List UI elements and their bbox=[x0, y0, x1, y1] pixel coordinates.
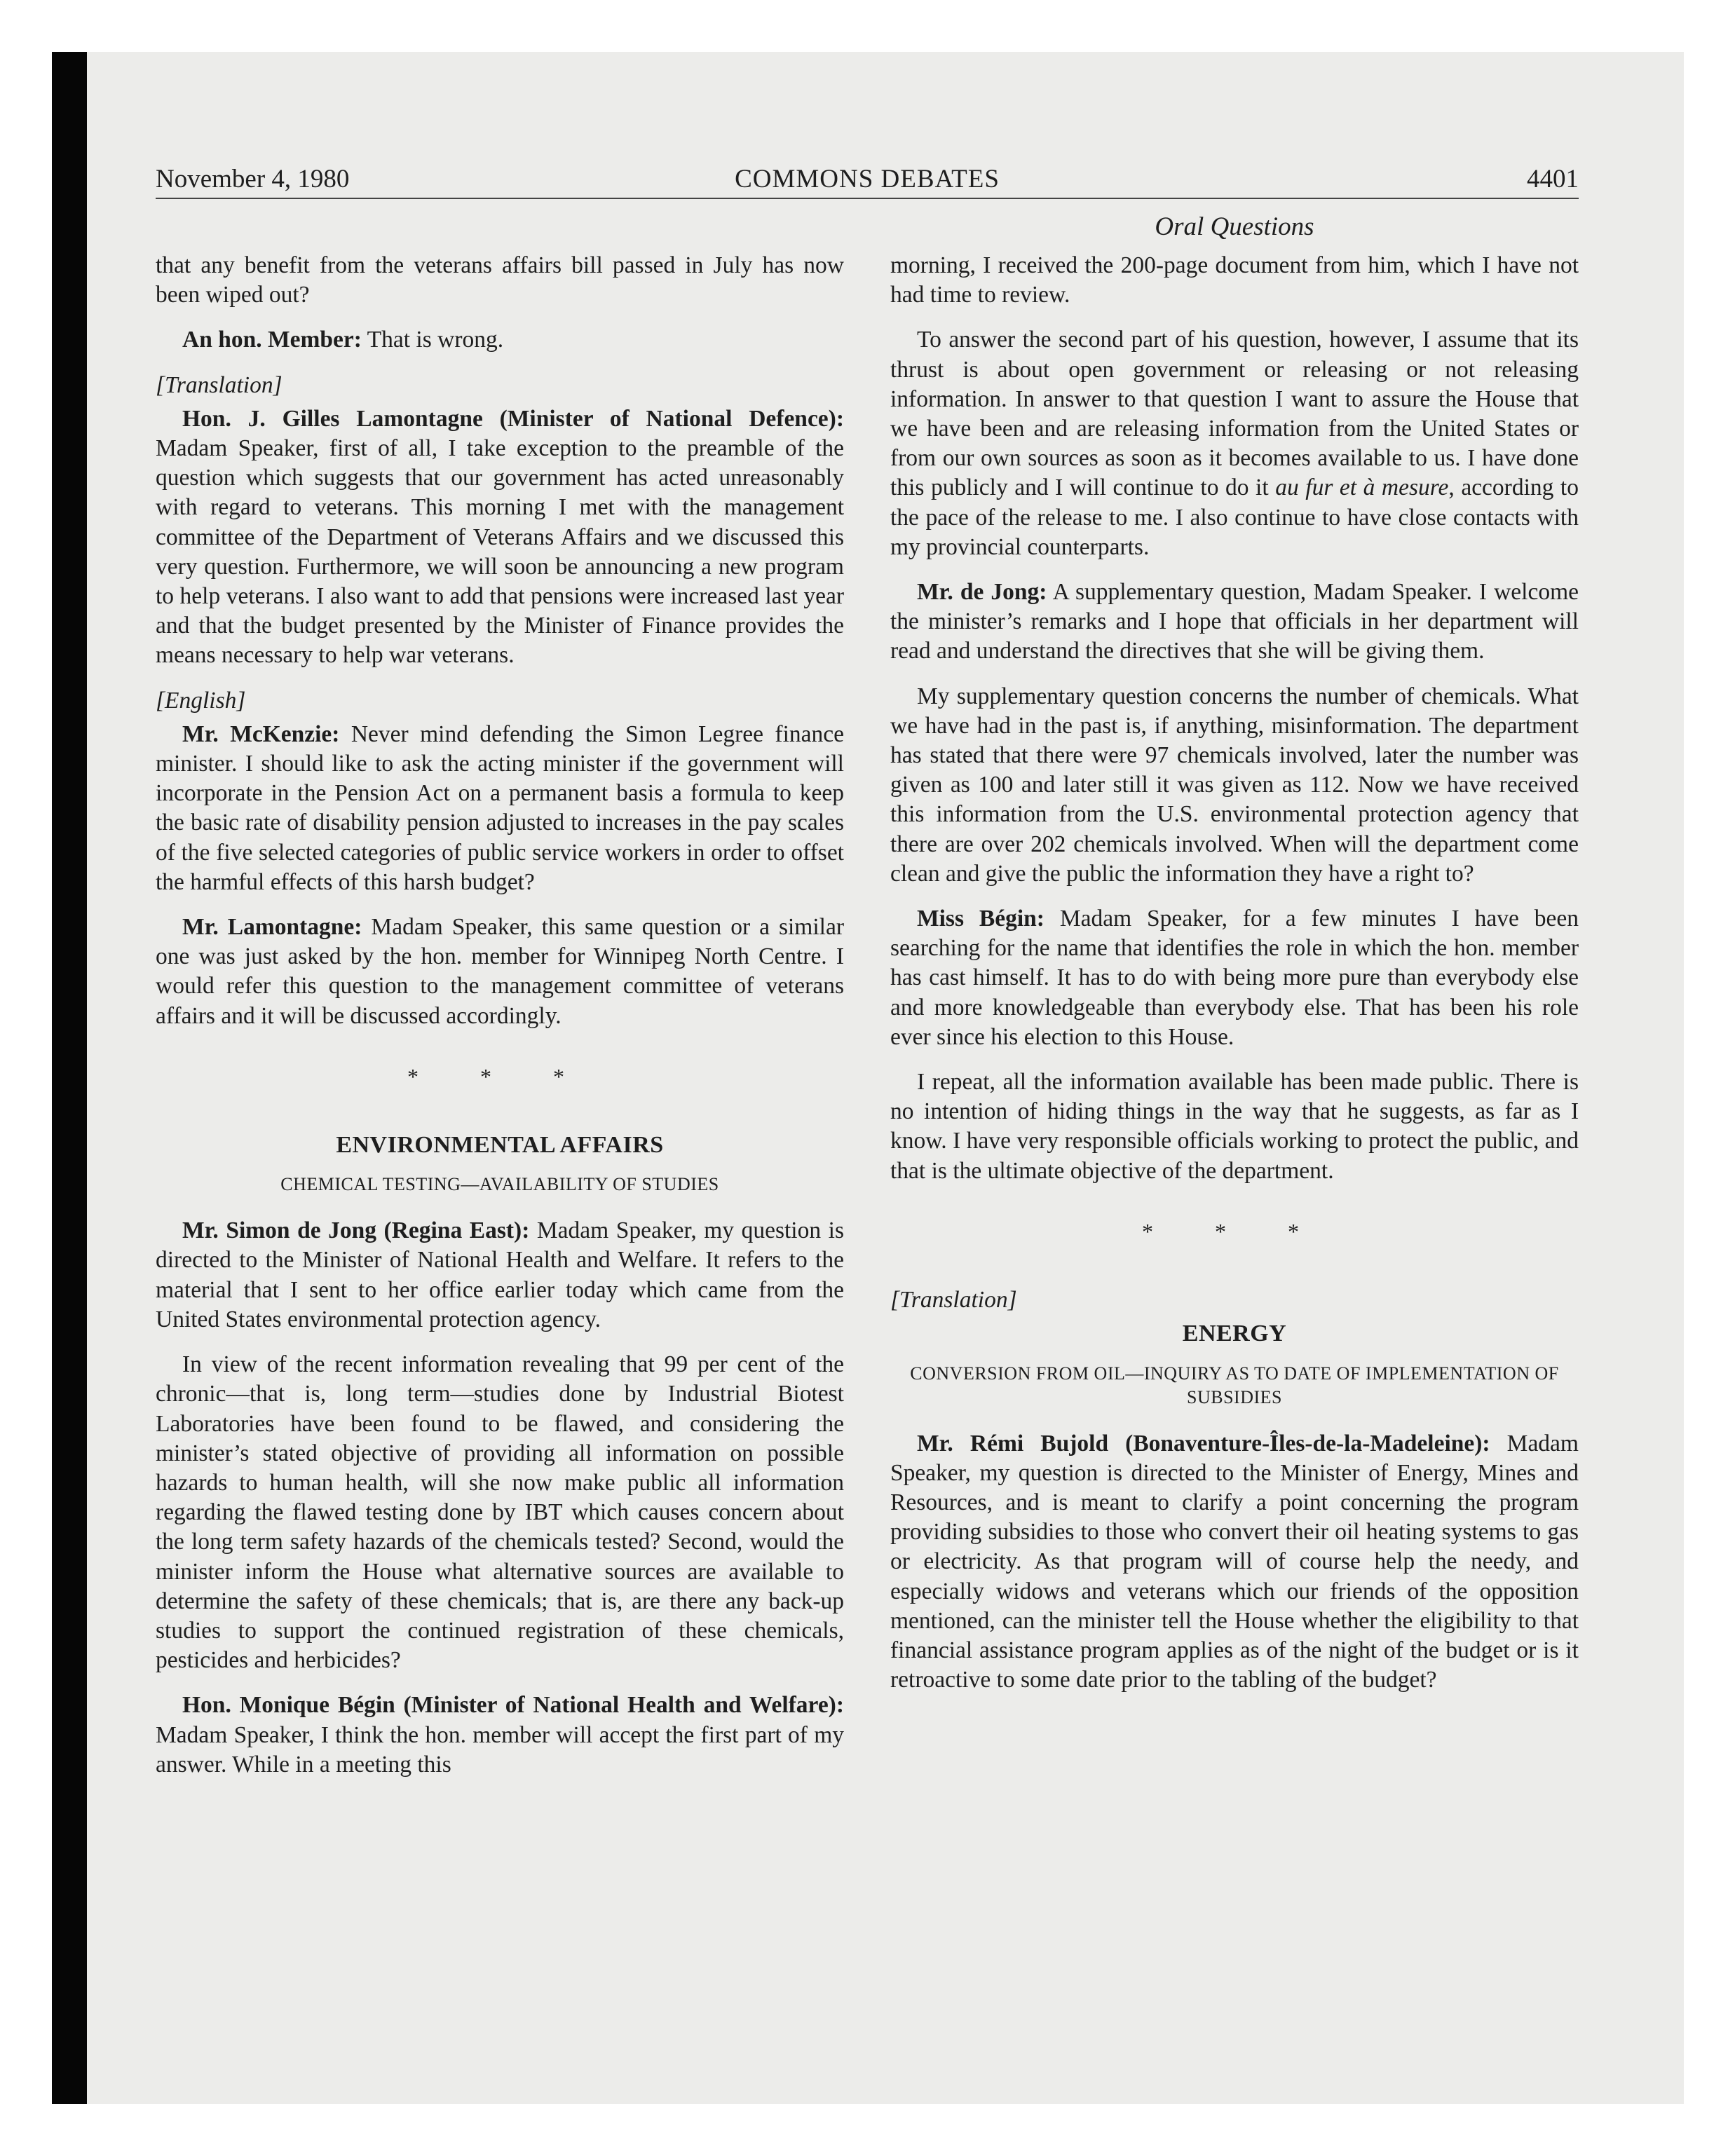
paragraph bbox=[890, 904, 1579, 1052]
header-page-number: 4401 bbox=[1527, 165, 1579, 193]
paragraph bbox=[156, 1216, 844, 1335]
speaker-name: Hon. J. Gilles Lamontagne (Minister of National Defence): bbox=[182, 405, 844, 432]
speech-text: Madam Speaker, this same question or a similar one was just asked by the hon. member for Winnipeg North Centre. I would refer this question to the management committee of veterans affairs and it will be discussed accordingly. bbox=[156, 914, 844, 1029]
speaker-name: Hon. Monique Bégin (Minister of National Health and Welfare): bbox=[182, 1692, 844, 1719]
right-column bbox=[890, 251, 1579, 1710]
speech-text: Never mind defending the Simon Legree finance minister. I should like to ask the acting minister if the government will incorporate in the Pension Act on a permanent basis a formula to keep the basic rate of disability pension adjusted to increases in the pay scales of the five selected categories of public service workers in order to offset the harmful effects of this harsh budget? bbox=[156, 721, 844, 895]
header-date: November 4, 1980 bbox=[156, 165, 350, 193]
speech-text: Madam Speaker, first of all, I take exception to the preamble of the question which suggests that our government has acted unreasonably with regard to veterans. This morning I met with the management committee of the Department of Veterans Affairs and we discussed this very question. Furthermore, we will soon be announcing a new program to help veterans. I also want to add that pensions were increased last year and that the budget presented by the Minister of Finance provides the means necessary to help war veterans. bbox=[156, 435, 844, 669]
section-subheading: CHEMICAL TESTING—AVAILABILITY OF STUDIES bbox=[280, 1174, 719, 1195]
paragraph: My supplementary question concerns the number of chemicals. What we have had in the past is, if anything, misinformation. The department has stated that there were 97 chemicals involved, later the number was given as 100 and later still it was given as 112. Now we have received this information from the U.S. environmental protection agency that there are over 202 chemicals involved. When will the department come clean and give the public the information they have a right to? bbox=[890, 683, 1579, 887]
speech-text: Madam Speaker, my question is directed to the Minister of Energy, Mines and Resources, and is meant to clarify a point concerning the program providing subsidies to those who convert their oil heating systems to gas or electricity. As that program will of course help the needy, and especially widows and veterans which our friends of the opposition mentioned, can the minister tell the House whether the eligibility to that financial assistance program applies as of the night of the budget or is it retroactive to some date prior to the tabling of the budget? bbox=[890, 1430, 1579, 1693]
paragraph bbox=[890, 578, 1579, 667]
speech-text: Madam Speaker, my question is directed to the Minister of National Health and Welfare. It refers to the material that I sent to her office earlier today which came from the United States environmental protection agency. bbox=[156, 1217, 844, 1332]
speaker-name: An hon. Member: bbox=[182, 327, 362, 353]
paragraph bbox=[890, 1429, 1579, 1696]
section-label: Oral Questions bbox=[1155, 212, 1314, 241]
speech-text: , according to the pace of the release to me. I also continue to have close contacts with my provincial counterparts. bbox=[890, 475, 1579, 560]
speech-text: To answer the second part of his question, however, I assume that its thrust is about open government or releasing or not releasing information. In answer to that question I want to assure the House that we have been and are releasing information from the United States or from our own sources as soon as it becomes available to us. I have done this publicly and I will continue to do it bbox=[890, 327, 1579, 501]
speaker-name: Mr. Rémi Bujold (Bonaventure-Îles-de-la-Madeleine): bbox=[917, 1430, 1490, 1456]
speaker-name: Mr. McKenzie: bbox=[182, 721, 340, 747]
paragraph: morning, I received the 200-page document from him, which I have not had time to review. bbox=[890, 252, 1579, 308]
italic-phrase: au fur et à mesure bbox=[1275, 475, 1449, 501]
speech-text: Madam Speaker, for a few minutes I have been searching for the name that identifies the role in which the hon. member has cast himself. It has to do with being more pure than everybody else and more knowledgeable than everybody else. That has been his role ever since his election to this House. bbox=[890, 906, 1579, 1050]
section-subheading: CONVERSION FROM OIL—INQUIRY AS TO DATE OF IMPLEMENTATION OF SUBSIDIES bbox=[910, 1363, 1559, 1407]
binding-edge bbox=[52, 52, 87, 2104]
speaker-name: Mr. Lamontagne: bbox=[182, 914, 362, 941]
header-title: COMMONS DEBATES bbox=[735, 165, 1000, 193]
speech-text: A supplementary question, Madam Speaker. I welcome the minister’s remarks and I hope that officials in her department will read and understand the directives that she will be giving them. bbox=[890, 579, 1579, 664]
paragraph bbox=[156, 325, 844, 355]
section-heading: ENERGY bbox=[1182, 1321, 1287, 1347]
speaker-name: Mr. de Jong: bbox=[917, 579, 1047, 606]
speech-text: That is wrong. bbox=[361, 327, 504, 353]
section-separator: * * * bbox=[407, 1063, 592, 1089]
section-separator: * * * bbox=[1142, 1218, 1327, 1244]
speaker-name: Miss Bégin: bbox=[917, 906, 1045, 932]
language-tag: [Translation] bbox=[156, 371, 283, 398]
paragraph bbox=[156, 1691, 844, 1780]
page-header bbox=[156, 161, 1579, 199]
speaker-name: Mr. Simon de Jong (Regina East): bbox=[182, 1217, 530, 1244]
paragraph: In view of the recent information revealing that 99 per cent of the chronic—that is, long term—studies done by Industrial Biotest Laboratories have been found to be flawed, and considering the minister’s stated objective of providing all information on possible hazards to human health, will she now make public all information regarding the flawed testing done by IBT which causes concern about the long term safety hazards of the chemicals tested? Second, would the minister inform the House what alternative sources are available to determine the safety of these chemicals; that is, are there any back-up studies to support the continued registration of these chemicals, pesticides and herbicides? bbox=[156, 1351, 844, 1674]
language-tag: [Translation] bbox=[890, 1287, 1017, 1314]
paragraph bbox=[156, 720, 844, 897]
paragraph: I repeat, all the information available has been made public. There is no intention of hiding things in the way that he suggests, as far as I know. I have very responsible officials working to protect the public, and that is the ultimate objective of the department. bbox=[890, 1069, 1579, 1184]
paragraph bbox=[156, 913, 844, 1031]
language-tag: [English] bbox=[156, 687, 246, 714]
speech-text: Madam Speaker, I think the hon. member will accept the first part of my answer. While in a meeting this bbox=[156, 1721, 844, 1778]
section-heading: ENVIRONMENTAL AFFAIRS bbox=[336, 1132, 664, 1159]
left-column bbox=[156, 251, 844, 1795]
paragraph bbox=[156, 404, 844, 671]
paragraph: that any benefit from the veterans affairs bill passed in July has now been wiped out? bbox=[156, 252, 844, 308]
paragraph bbox=[890, 325, 1579, 562]
